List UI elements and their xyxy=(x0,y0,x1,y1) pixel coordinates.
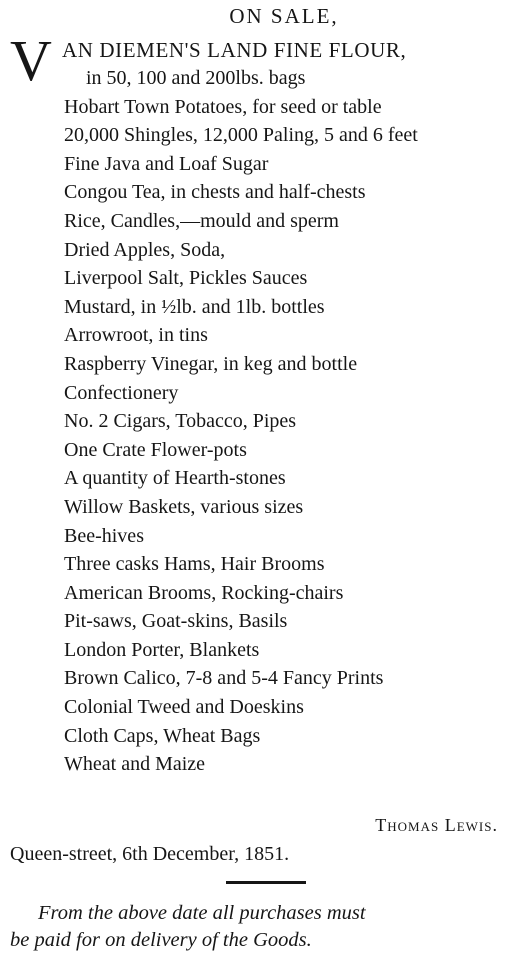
list-item: Mustard, in ½lb. and 1lb. bottles xyxy=(64,295,325,318)
list-item: 20,000 Shingles, 12,000 Paling, 5 and 6 feet xyxy=(64,124,418,147)
list-item: Arrowroot, in tins xyxy=(64,324,208,347)
notice-line-1: From the above date all purchases must xyxy=(38,902,366,924)
list-item: Raspberry Vinegar, in keg and bottle xyxy=(64,352,358,375)
first-line: AN DIEMEN'S LAND FINE FLOUR, xyxy=(62,38,407,62)
list-item: Three casks Hams, Hair Brooms xyxy=(64,553,325,576)
list-item: Liverpool Salt, Pickles Sauces xyxy=(64,267,308,290)
divider-rule xyxy=(226,881,306,884)
list-item: A quantity of Hearth-stones xyxy=(64,467,286,490)
list-item: Fine Java and Loaf Sugar xyxy=(64,152,269,175)
notice-line-2: be paid for on delivery of the Goods. xyxy=(10,929,312,951)
payment-notice xyxy=(10,900,526,954)
list-item: One Crate Flower-pots xyxy=(64,438,247,461)
signature: Thomas Lewis. xyxy=(375,815,498,835)
list-item: London Porter, Blankets xyxy=(64,638,260,661)
list-item: Willow Baskets, various sizes xyxy=(64,495,304,518)
list-item: Rice, Candles,—mould and sperm xyxy=(64,209,339,232)
list-item: American Brooms, Rocking-chairs xyxy=(64,581,344,604)
list-item: Pit-saws, Goat-skins, Basils xyxy=(64,610,288,633)
list-item: Colonial Tweed and Doeskins xyxy=(64,696,304,719)
list-item: Wheat and Maize xyxy=(64,753,206,776)
list-item: Congou Tea, in chests and half-chests xyxy=(64,181,366,204)
list-item: Dried Apples, Soda, xyxy=(64,238,226,261)
list-item: Brown Calico, 7-8 and 5-4 Fancy Prints xyxy=(64,667,384,690)
list-item: Cloth Caps, Wheat Bags xyxy=(64,724,261,747)
heading xyxy=(0,2,532,30)
list-item: Bee-hives xyxy=(64,524,144,547)
list-item: in 50, 100 and 200lbs. bags xyxy=(86,67,306,89)
list-item: Hobart Town Potatoes, for seed or table xyxy=(64,95,382,118)
address-dateline: Queen-street, 6th December, 1851. xyxy=(10,843,290,865)
heading-text: ON SALE, xyxy=(229,4,339,28)
list-item: Confectionery xyxy=(64,381,179,404)
item-list xyxy=(0,64,532,779)
list-item: No. 2 Cigars, Tobacco, Pipes xyxy=(64,410,297,433)
drop-cap: V xyxy=(10,28,52,93)
